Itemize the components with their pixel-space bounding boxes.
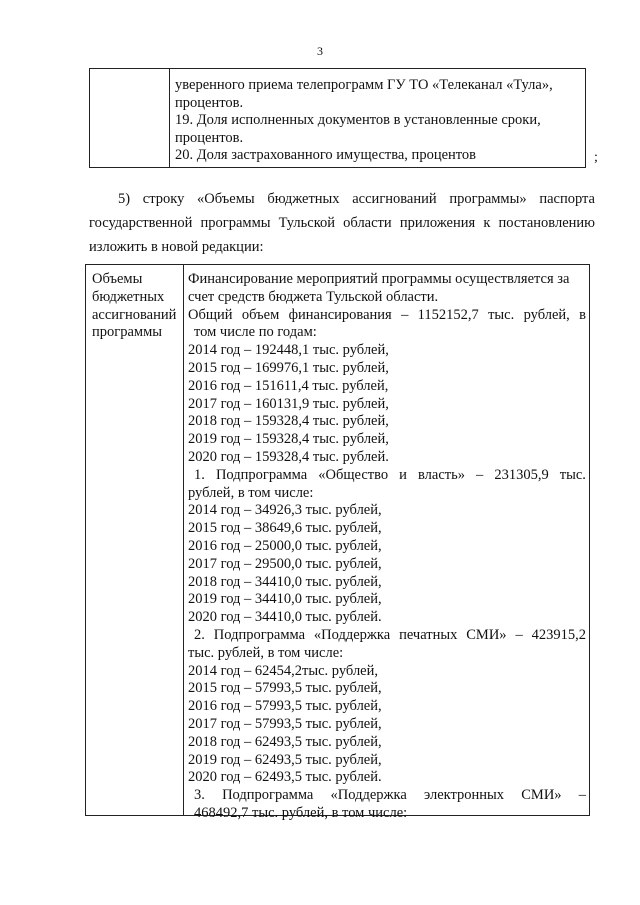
year-amount-line: 2019 год – 62493,5 тыс. рублей, [188,751,382,768]
year-amount-line: 2015 год – 57993,5 тыс. рублей, [188,680,382,697]
word: приложения [399,215,476,231]
word: СМИ» [521,787,562,804]
word: ассигнований [352,191,437,207]
word: 1152152,7 [417,306,479,323]
word: Подпрограмма [222,787,314,804]
word: 5) [118,191,131,207]
paragraph-line: изложить в новой редакции: [89,239,264,255]
label-line: ассигнований [92,306,177,323]
year-amount-line: 2018 год – 62493,5 тыс. рублей, [188,733,382,750]
word: к [483,215,491,231]
word: программы [200,215,271,231]
continuation-cell [175,77,581,165]
word: печатных [399,626,458,643]
word: 231305,9 [494,466,549,483]
year-amount-line: 2015 год – 38649,6 тыс. рублей, [188,520,382,537]
word: – [515,626,523,643]
word: «Объемы [197,191,255,207]
subprogram-3-line [188,787,586,805]
word: Подпрограмма [215,466,308,483]
paragraph-line [89,211,595,235]
word: 2. [194,626,205,643]
year-amount-line: 2020 год – 62493,5 тыс. рублей. [188,769,382,786]
word: рублей, [523,306,570,323]
year-amount-line: 2015 год – 169976,1 тыс. рублей, [188,359,389,376]
label-line: Объемы [92,271,143,287]
year-amount-line: 2020 год – 34410,0 тыс. рублей. [188,609,382,626]
word: 423915,2 [531,626,586,643]
word: и [399,466,407,483]
indicator-line: процентов. [175,129,244,146]
budget-content-cell [188,271,586,823]
subprogram-1-line [188,467,586,485]
word: строку [142,191,185,207]
year-amount-line: 2017 год – 57993,5 тыс. рублей, [188,715,382,732]
word: СМИ» [466,626,507,643]
word: Подпрограмма [213,626,306,643]
word: Общий [188,306,233,323]
intro-line: Финансирование мероприятий программы осуществляется за [188,271,570,287]
word: электронных [424,787,505,804]
label-line: программы [92,324,162,341]
year-amount-line: 2016 год – 25000,0 тыс. рублей, [188,537,382,554]
subprogram-2-line: тыс. рублей, в том числе: [188,644,344,661]
subprogram-1-line: рублей, в том числе: [188,484,314,501]
total-line [188,307,586,325]
word: «Общество [318,466,389,483]
word: тыс. [559,466,586,483]
page-number: 3 [317,44,323,58]
budget-table [85,264,590,821]
year-amount-line: 2016 год – 151611,4 тыс. рублей, [188,377,389,394]
word: «Поддержка [330,787,407,804]
word: постановлению [498,215,595,231]
word: тыс. [488,306,515,323]
indicator-line: уверенного приема телепрограмм ГУ ТО «Телеканал «Тула», [175,77,553,93]
word: в [579,306,586,323]
word: программы» [449,191,527,207]
year-amount-line: 2017 год – 29500,0 тыс. рублей, [188,555,382,572]
continuation-table [89,68,586,168]
word: Тульской [278,215,336,231]
word: объем [241,306,280,323]
word: 3. [194,787,205,804]
year-amount-line: 2019 год – 159328,4 тыс. рублей, [188,431,389,448]
label-line: бюджетных [92,288,165,305]
amendment-paragraph [89,187,595,259]
word: государственной [89,215,193,231]
word: власть» [418,466,465,483]
year-amount-line: 2016 год – 57993,5 тыс. рублей, [188,698,382,715]
column-divider [169,69,170,167]
intro-line: счет средств бюджета Тульской области. [188,288,439,305]
indicator-line: процентов. [175,94,244,111]
column-divider [183,265,184,815]
word: области [343,215,392,231]
indicator-line: 20. Доля застрахованного имущества, процентов [175,147,477,163]
year-amount-line: 2017 год – 160131,9 тыс. рублей, [188,395,389,412]
year-amount-line: 2014 год – 62454,2тыс. рублей, [188,662,379,679]
paragraph-line [89,187,595,211]
indicator-line: 19. Доля исполненных документов в установленные сроки, [175,112,541,128]
year-amount-line: 2018 год – 34410,0 тыс. рублей, [188,573,382,590]
year-amount-line: 2020 год – 159328,4 тыс. рублей. [188,448,389,465]
word: – [401,306,409,323]
word: паспорта [539,191,595,207]
subprogram-2-years [188,663,586,788]
word: 1. [194,466,205,483]
word: бюджетных [267,191,340,207]
total-line: том числе по годам: [194,324,317,341]
year-amount-line: 2019 год – 34410,0 тыс. рублей, [188,591,382,608]
subprogram-2-line [188,627,586,645]
subprogram-1-years [188,502,586,627]
word: – [578,787,586,804]
word: – [476,466,484,483]
subprogram-3-line: 468492,7 тыс. рублей, в том числе: [194,804,408,821]
year-amount-line: 2018 год – 159328,4 тыс. рублей, [188,413,389,430]
word: финансирования [288,306,392,323]
year-amount-line: 2014 год – 192448,1 тыс. рублей, [188,342,389,359]
word: «Поддержка [313,626,391,643]
year-amount-line: 2014 год – 34926,3 тыс. рублей, [188,502,382,519]
total-years [188,342,586,467]
table-end-mark: ; [594,150,598,165]
budget-label-cell [92,271,182,342]
